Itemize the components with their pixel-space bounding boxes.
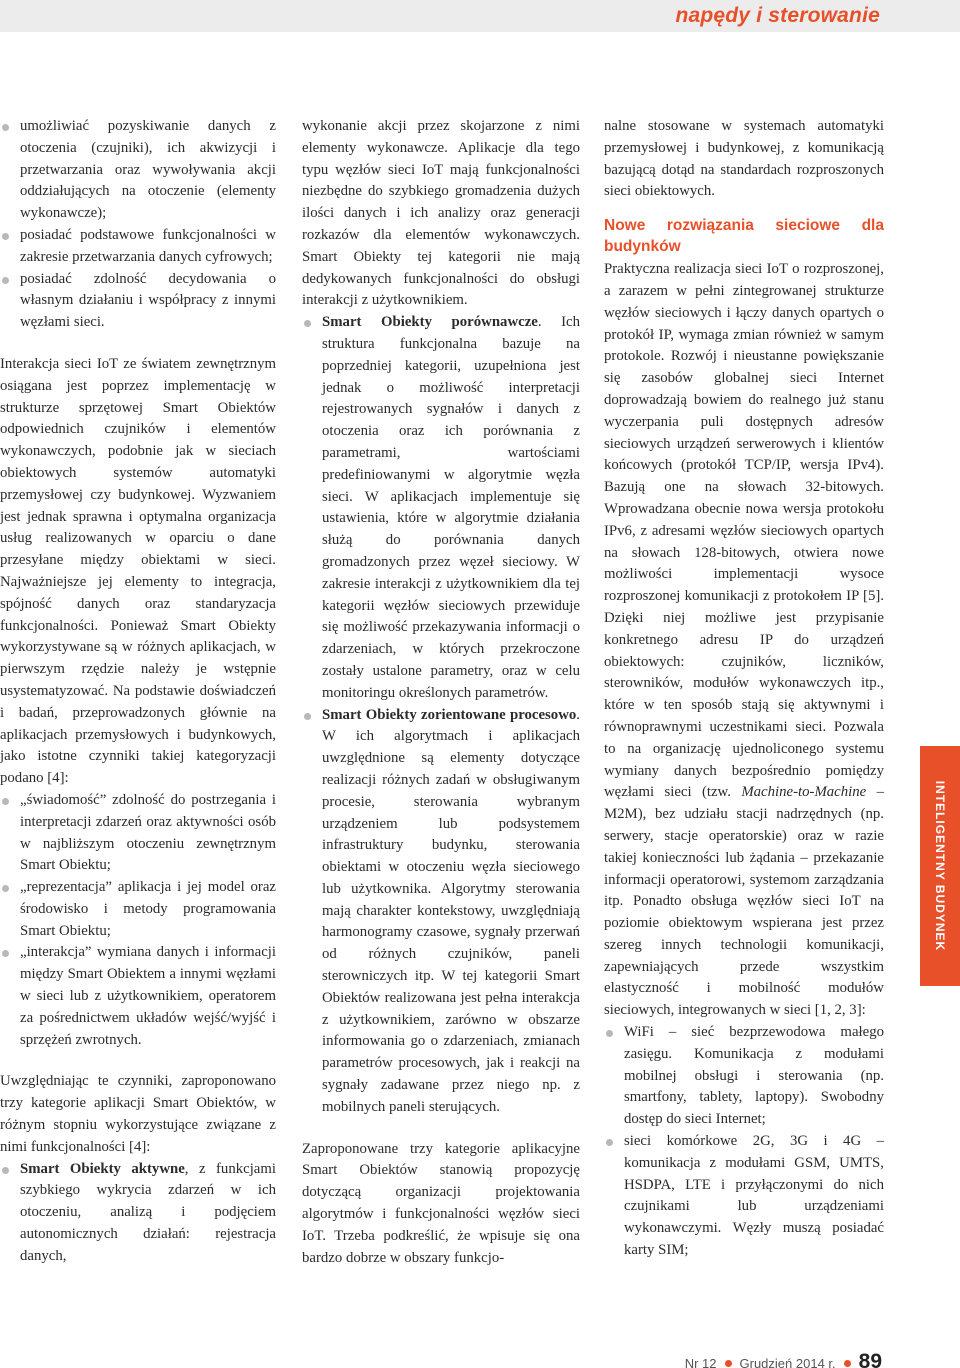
paragraph: Zaproponowane trzy kategorie aplikacyjne Smart Obiektów stanowią propozycję dotyczącą organizacji projektowania algorytmów i funkcjonalności węzłów sieci IoT. Trzeba podkreślić, że wpisuje się ona bardzo dobrze w obszary funkcjo- xyxy=(302,1140,580,1266)
page-number: 89 xyxy=(858,1350,882,1368)
list-item xyxy=(302,312,580,704)
page-footer xyxy=(685,1350,882,1368)
section-title: napędy i sterowanie xyxy=(675,4,880,27)
list-item: „świadomość” zdolność do postrzegania i interpretacji zdarzeń oraz aktywności osób w najbliższym otoczeniu zewnętrznym Smart Obiektu; xyxy=(0,790,276,877)
list-item-text: . Ich struktura funkcjonalna bazuje na poprzedniej kategorii, uzupełniona jest jednak o możliwość interpretacji rejestrowanych sygnałów i danych z otoczenia oraz ich porównania z parametrami, wartościami predefiniowanymi w algorytmie węzła sieci. W aplikacjach implementuje się ustawienia, które w algorytmie działania służą do porównania danych gromadzonych przez węzeł sieciowy. W zakresie interakcji z użytkownikiem dla tej kategorii węzłów sieciowych przewiduje się możliwość przekazywania informacji o zdarzeniach, w których przekroczone zostały ustalone parametry, oraz w celu monitoringu określonych parametrów. xyxy=(322,314,580,701)
paragraph xyxy=(604,259,884,1022)
list-item-text: , z funkcjami szybkiego wykrycia zdarzeń w ich otoczeniu, analizą i podjęciem autonomicznych działań: rejestracja danych, xyxy=(20,1160,276,1264)
paragraph: Uwzględniając te czynniki, zaproponowano trzy kategorie aplikacji Smart Obiektów, w różnym stopniu wykorzystujące związane z nimi funkcjonalności [4]: xyxy=(0,1073,276,1155)
paragraph-text: Praktyczna realizacja sieci IoT o rozproszonej, a zarazem w pełni zintegrowanej strukturze węzłów sieciowych i łączy danych opartych o protokół IP, wymaga zmian również w samym protokole. Rozwój i nieustanne powiększanie się zasobów globalnej sieci Internet doprowadzają bowiem do realnego już stanu wyczerpania puli dostępnych adresów sieciowych urządzeń serwerowych i klientów końcowych (protokół TCP/IP, wersja IPv4). Bazują one na słowach 32-bitowych. Wprowadzana obecnie nowa wersja protokołu IPv6, z adresami węzłów sieciowych opartych na słowach 128-bitowych, otwiera nowe możliwości implementacji wysoce rozproszonej komunikacji z protokołem IP [5]. Dzięki niej możliwe jest przypisanie konkretnego adresu IP do urządzeń obiektowych: czujników, liczników, sterowników, modułów wykonawczych itp., które w ten sposób stają się aktywnymi i równoprawnymi uczestnikami sieci. Pozwala to na organizację ujednoliconego systemu wymiany danych bezpośrednio pomiędzy węzłami sieci (tzw. xyxy=(604,261,884,801)
column-3 xyxy=(604,116,884,1262)
issue-date: Grudzień 2014 r. xyxy=(739,1356,836,1368)
paragraph: wykonanie akcji przez skojarzone z nimi elementy wykonawcze. Aplikacje dla tego typu węzłów sieci IoT mają funkcjonalności niezbędne do szybkiego gromadzenia dużych ilości danych i ich analizy oraz generacji rozkazów dla elementów wykonawczych. Smart Obiekty tej kategorii nie mają dedykowanych funkcjonalności do obsługi interakcji z użytkownikiem. xyxy=(302,118,580,309)
side-tab-label: INTELIGENTNY BUDYNEK xyxy=(933,780,947,952)
italic-term: Machine-to-Machine xyxy=(741,784,867,801)
side-tab xyxy=(920,746,960,986)
list-item xyxy=(0,1159,276,1268)
dot-separator-icon xyxy=(725,1360,732,1367)
list-item: WiFi – sieć bezprzewodowa małego zasięgu. Komunikacja z modułami mobilnej obsługi i sterowania (np. smartfony, tablety, laptopy). Swobodny dostęp do sieci Internet; xyxy=(604,1022,884,1131)
list-item: „reprezentacja” aplikacja i jej model oraz środowisko i metody programowania Smart Obiektu; xyxy=(0,877,276,942)
issue-number: Nr 12 xyxy=(684,1356,717,1368)
list-item: posiadać zdolność decydowania o własnym działaniu i współpracy z innymi węzłami sieci. xyxy=(0,269,276,334)
column-1 xyxy=(0,116,276,1268)
list-item: sieci komórkowe 2G, 3G i 4G – komunikacja z modułami GSM, UMTS, HSDPA, LTE i przyłączonymi do nich czujnikami lub urządzeniami wykonawczymi. Węzły muszą posiadać karty SIM; xyxy=(604,1131,884,1262)
dot-separator-icon xyxy=(844,1360,851,1367)
list-item-text: . W ich algorytmach i aplikacjach uwzględnione są elementy dotyczące realizacji różnych zadań w obsługiwanym procesie, sterowania wybranym urządzeniem lub podsystemem infrastruktury budynku, sterowania obiektami w otoczeniu węzła sieciowego lub użytkownika. Algorytmy sterowania mają charakter kontekstowy, uwzględniają harmonogramy czasowe, sygnały przerwań od różnych czujników, paneli sterowniczych itp. W tej kategorii Smart Obiektów realizowana jest pełna interakcja z użytkownikiem, zarówno w obszarze informowania go o zdarzeniach, zmianach parametrów procesowych, jak i reakcji na sygnały zadawane przez niego np. z mobilnych paneli sterujących. xyxy=(322,706,580,1115)
paragraph: nalne stosowane w systemach automatyki przemysłowej i budynkowej, z komunikacją bazującą dotąd na standardach rozproszonych sieci obiektowych. xyxy=(604,118,884,200)
list-item xyxy=(302,705,580,1119)
list-item: posiadać podstawowe funkcjonalności w zakresie przetwarzania danych cyfrowych; xyxy=(0,225,276,269)
bold-term: Smart Obiekty zorientowane procesowo xyxy=(322,706,577,723)
paragraph-text: – M2M), bez udziału stacji nadrzędnych (np. serwery, stacje operatorskie) oraz w razie takiej konieczności lub żądania – przekazanie informacji operatorowi, systemom zarządzania itp. Ponadto obsługa węzłów sieci IoT na poziomie obiektowym wspierana jest przez szereg innych technologii komunikacji, zapewniających przede wszystkim elastyczność i mobilność modułów sieciowych, integrowanych w sieci [1, 2, 3]: xyxy=(604,784,884,1019)
list-item: „interakcja” wymiana danych i informacji między Smart Obiektem a innymi węzłami w sieci lub z użytkownikiem, operatorem za pośrednictwem układów wejść/wyjść i sprzężeń zwrotnych. xyxy=(0,942,276,1051)
bold-term: Smart Obiekty porównawcze xyxy=(322,314,538,331)
section-heading: Nowe rozwiązania sieciowe dla budynków xyxy=(604,217,884,256)
list-item: umożliwiać pozyskiwanie danych z otoczenia (czujniki), ich akwizycji i przetwarzania oraz wywoływania akcji oddziałujących na otoczenie (elementy wykonawcze); xyxy=(0,116,276,225)
header-bar xyxy=(0,0,960,32)
column-2 xyxy=(302,116,580,1269)
paragraph: Interakcja sieci IoT ze światem zewnętrznym osiągana jest poprzez implementację w strukturze sprzętowej Smart Obiektów odpowiednich czujników i elementów wykonawczych, podobnie jak w sieciach obiektowych systemów automatyki przemysłowej czy budynkowej. Wyzwaniem jest jednak sprawna i optymalna organizacja usług realizowanych w oparciu o dane przesyłane między obiektami w sieci. Najważniejsze jej elementy to integracja, spójność danych oraz standaryzacja funkcjonalności. Ponieważ Smart Obiekty wykorzystywane są w różnych aplikacjach, w pierwszym rzędzie należy je wstępnie usystematyzować. Na podstawie doświadczeń i badań, przeprowadzonych głównie na aplikacjach przemysłowych i budynkowych, jako istotne czynniki takiej kategoryzacji podano [4]: xyxy=(0,355,276,787)
bold-term: Smart Obiekty aktywne xyxy=(20,1160,185,1177)
